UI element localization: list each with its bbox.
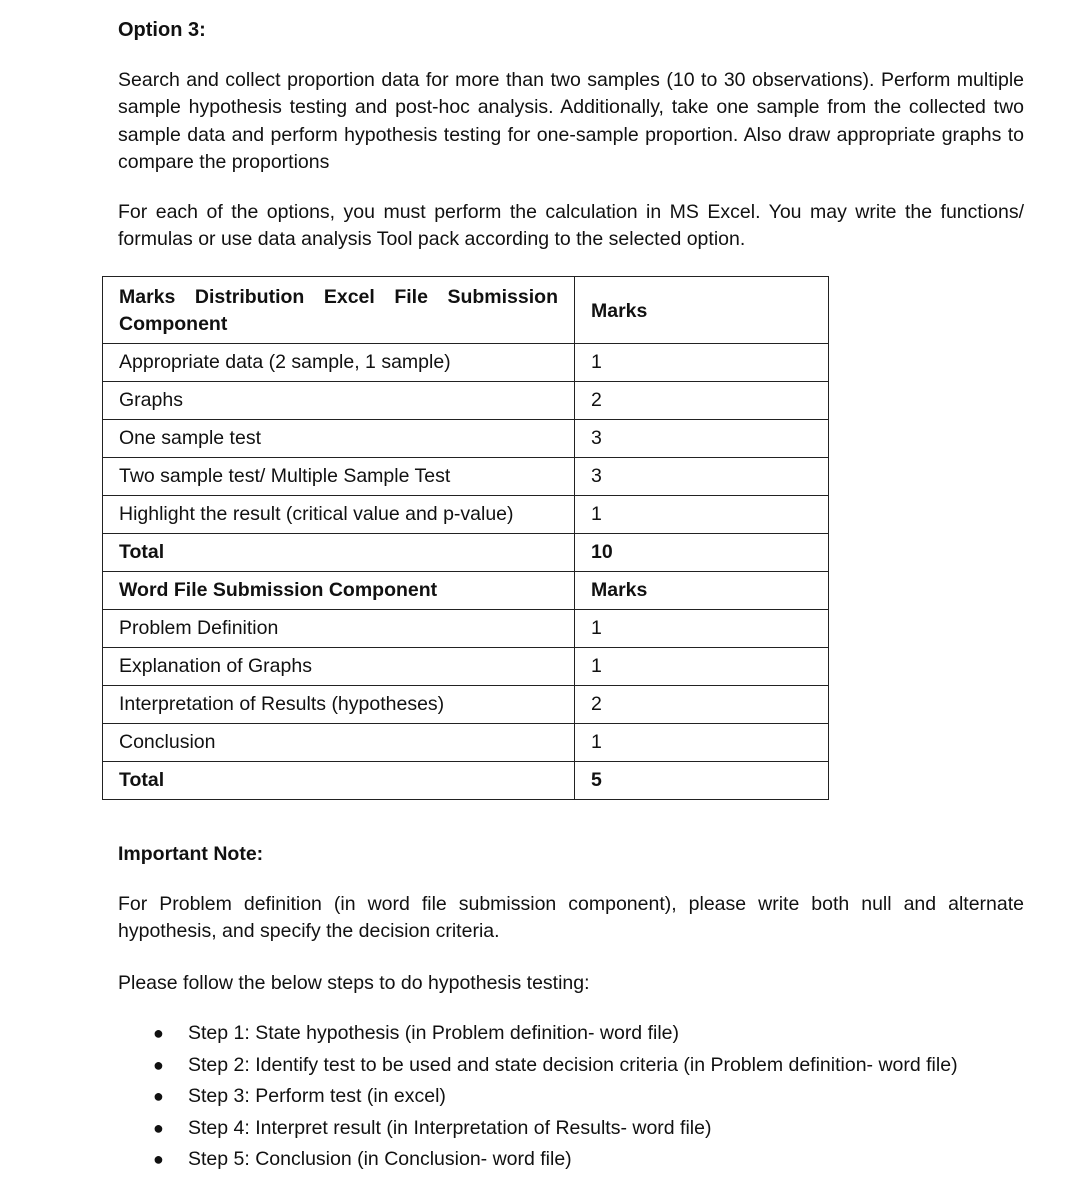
total-marks: 10 xyxy=(575,534,829,572)
component-cell: Two sample test/ Multiple Sample Test xyxy=(103,458,575,496)
header-word: Submission xyxy=(447,286,558,308)
table-row xyxy=(103,610,829,648)
word-component-header: Word File Submission Component xyxy=(103,572,575,610)
component-cell: Problem Definition xyxy=(103,610,575,648)
step-text: Step 1: State hypothesis (in Problem definition- word file) xyxy=(188,1022,679,1044)
total-label: Total xyxy=(103,762,575,800)
table-row xyxy=(103,382,829,420)
steps-intro: Please follow the below steps to do hypothesis testing: xyxy=(118,972,590,994)
marks-cell: 1 xyxy=(575,496,829,534)
marks-cell: 1 xyxy=(575,610,829,648)
marks-cell: 3 xyxy=(575,458,829,496)
word-total-row xyxy=(103,762,829,800)
header-line2: Component xyxy=(119,313,228,335)
list-item xyxy=(150,1018,958,1050)
step-text: Step 2: Identify test to be used and state decision criteria (in Problem definition- word file) xyxy=(188,1053,958,1076)
excel-total-row xyxy=(103,534,829,572)
total-label: Total xyxy=(103,534,575,572)
bullet-icon: ● xyxy=(153,1149,164,1170)
header-word: Marks xyxy=(119,286,176,308)
header-word: Distribution xyxy=(194,286,305,308)
component-cell: Explanation of Graphs xyxy=(103,648,575,686)
total-marks: 5 xyxy=(575,762,829,800)
header-word: File xyxy=(394,286,428,308)
option-description: Search and collect proportion data for more than two samples (10 to 30 observations). Perform multiple sample hypothesis testing and post-hoc analysis. Additionally, take one sample from the collected two sample data and perform hypothesis testing for one-sample proportion. Also draw appropriate graphs to compare the proportions xyxy=(118,69,1024,173)
header-component-cell xyxy=(103,277,575,344)
marks-cell: 1 xyxy=(575,344,829,382)
component-cell: Highlight the result (critical value and p-value) xyxy=(103,496,575,534)
marks-distribution-table xyxy=(102,276,829,800)
component-cell: Interpretation of Results (hypotheses) xyxy=(103,686,575,724)
component-cell: Graphs xyxy=(103,382,575,420)
table-row xyxy=(103,458,829,496)
component-cell: Appropriate data (2 sample, 1 sample) xyxy=(103,344,575,382)
list-item xyxy=(150,1113,958,1145)
step-text: Step 5: Conclusion (in Conclusion- word file) xyxy=(188,1148,572,1171)
table-header-row xyxy=(103,277,829,344)
header-word: Excel xyxy=(323,286,375,308)
word-header-row xyxy=(103,572,829,610)
problem-definition-note: For Problem definition (in word file submission component), please write both null and alternate hypothesis, and specify the decision criteria. xyxy=(118,893,1024,943)
bullet-icon: ● xyxy=(153,1023,164,1043)
table-row xyxy=(103,420,829,458)
marks-cell: 3 xyxy=(575,420,829,458)
bullet-icon: ● xyxy=(153,1054,164,1075)
list-item xyxy=(150,1050,958,1082)
list-item xyxy=(150,1081,958,1113)
table-row xyxy=(103,344,829,382)
marks-cell: 1 xyxy=(575,648,829,686)
bullet-icon: ● xyxy=(153,1086,164,1107)
list-item xyxy=(150,1144,958,1176)
marks-cell: 2 xyxy=(575,382,829,420)
step-text: Step 4: Interpret result (in Interpretation of Results- word file) xyxy=(188,1116,712,1139)
important-note-heading: Important Note: xyxy=(118,843,264,865)
component-cell: Conclusion xyxy=(103,724,575,762)
marks-cell: 1 xyxy=(575,724,829,762)
word-marks-header: Marks xyxy=(575,572,829,610)
option-heading: Option 3: xyxy=(118,19,206,41)
component-cell: One sample test xyxy=(103,420,575,458)
steps-list xyxy=(150,1018,958,1176)
table-row xyxy=(103,496,829,534)
table-row xyxy=(103,686,829,724)
table-row xyxy=(103,648,829,686)
bullet-icon: ● xyxy=(153,1117,164,1138)
step-text: Step 3: Perform test (in excel) xyxy=(188,1085,446,1108)
marks-cell: 2 xyxy=(575,686,829,724)
excel-instruction: For each of the options, you must perform the calculation in MS Excel. You may write the functions/ formulas or use data analysis Tool pack according to the selected option. xyxy=(118,201,1024,251)
table-row xyxy=(103,724,829,762)
header-marks-cell: Marks xyxy=(575,277,829,344)
